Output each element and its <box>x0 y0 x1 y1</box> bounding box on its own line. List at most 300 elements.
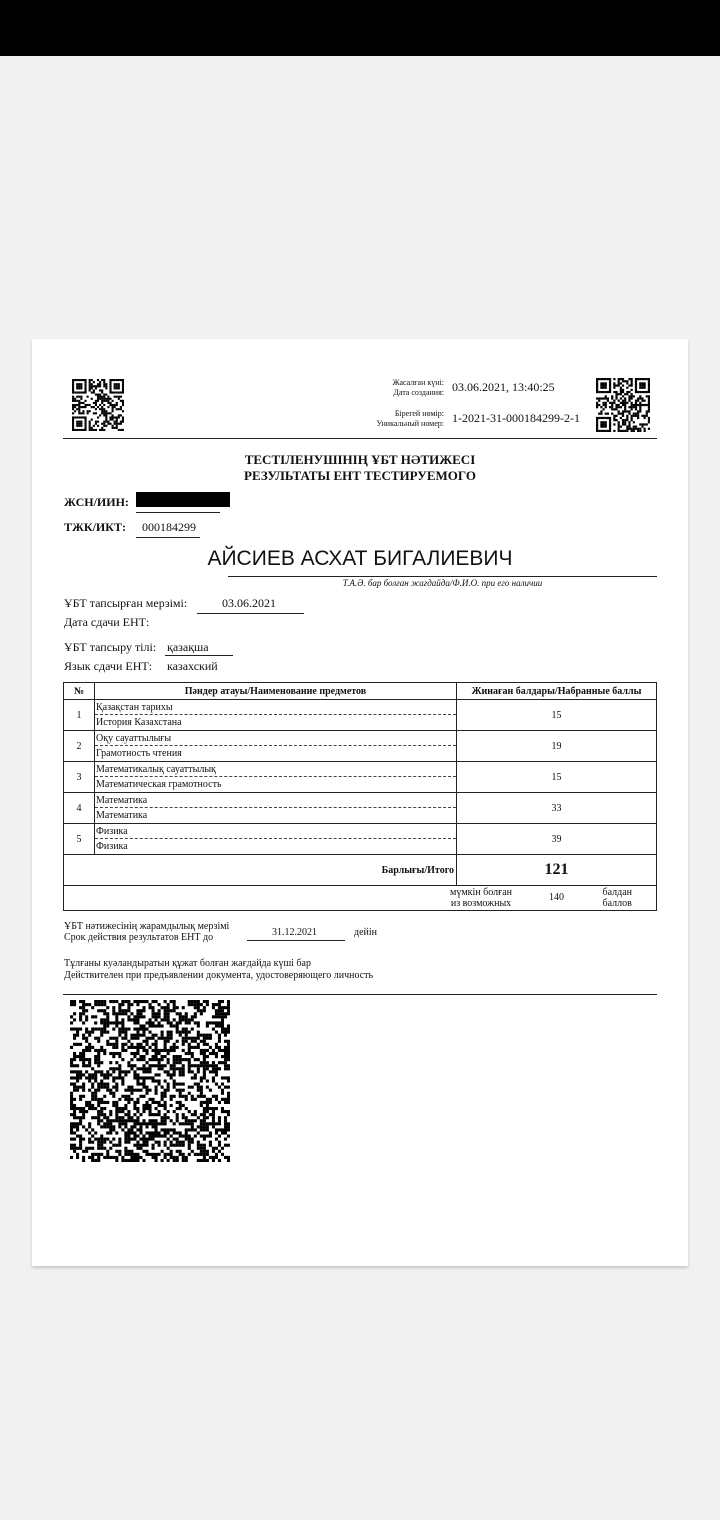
qr-module <box>91 406 93 408</box>
qr-module <box>112 379 114 381</box>
qr-module <box>628 391 630 393</box>
qr-module <box>200 1134 203 1137</box>
qr-module <box>206 1079 209 1082</box>
qr-module <box>167 1006 170 1009</box>
qr-module <box>109 412 111 414</box>
qr-module <box>618 413 620 415</box>
qr-module <box>161 1058 164 1061</box>
qr-module <box>596 430 598 432</box>
qr-module <box>100 1009 103 1012</box>
qr-module <box>648 384 650 386</box>
qr-module <box>148 1134 151 1137</box>
subject-cell <box>95 731 457 762</box>
qr-module <box>203 1009 206 1012</box>
exam-date-label-kz: ҰБТ тапсырған мерзімі: <box>64 596 188 610</box>
qr-module <box>173 1067 176 1070</box>
qr-module <box>74 410 76 412</box>
qr-module <box>631 406 633 408</box>
qr-module <box>133 1134 136 1137</box>
qr-module <box>203 1125 206 1128</box>
qr-module <box>91 385 93 387</box>
qr-module <box>145 1101 148 1104</box>
qr-module <box>200 1144 203 1147</box>
qr-module <box>176 1131 179 1134</box>
qr-module <box>639 423 641 425</box>
qr-module <box>191 1119 194 1122</box>
qr-module <box>76 1116 79 1119</box>
qr-module <box>88 1122 91 1125</box>
qr-module <box>218 1003 221 1006</box>
qr-module <box>80 402 82 404</box>
qr-module <box>107 423 109 425</box>
qr-module <box>103 1018 106 1021</box>
qr-module <box>158 1073 161 1076</box>
qr-module <box>97 1061 100 1064</box>
qr-module <box>624 423 626 425</box>
qr-module <box>170 1037 173 1040</box>
possible-value: 140 <box>549 892 564 903</box>
qr-module <box>76 383 78 385</box>
qr-module <box>73 1028 76 1031</box>
qr-module <box>602 417 604 419</box>
qr-module <box>635 426 637 428</box>
qr-module <box>607 397 609 399</box>
qr-module <box>626 419 628 421</box>
qr-module <box>203 1034 206 1037</box>
qr-module <box>142 1000 145 1003</box>
qr-module <box>130 1064 133 1067</box>
qr-module <box>76 1079 79 1082</box>
qr-module <box>203 1006 206 1009</box>
qr-module <box>648 378 650 380</box>
qr-module <box>188 1061 191 1064</box>
qr-module <box>115 1067 118 1070</box>
qr-module <box>164 1015 167 1018</box>
qr-module <box>82 1049 85 1052</box>
qr-module <box>73 1098 76 1101</box>
qr-module <box>227 1024 230 1027</box>
qr-module <box>93 381 95 383</box>
qr-module <box>648 400 650 402</box>
qr-module <box>79 1147 82 1150</box>
qr-module <box>644 387 646 389</box>
qr-module <box>76 379 78 381</box>
qr-module <box>78 400 80 402</box>
qr-module <box>635 408 637 410</box>
qr-module <box>103 1107 106 1110</box>
qr-module <box>609 389 611 391</box>
qr-module <box>197 1086 200 1089</box>
qr-module <box>121 1000 124 1003</box>
qr-module <box>133 1076 136 1079</box>
qr-module <box>158 1104 161 1107</box>
qr-module <box>200 1153 203 1156</box>
qr-module <box>91 1073 94 1076</box>
qr-module <box>605 382 607 384</box>
qr-module <box>136 1012 139 1015</box>
qr-module <box>124 1107 127 1110</box>
qr-module <box>118 1009 121 1012</box>
qr-module <box>82 1089 85 1092</box>
qr-module <box>136 1046 139 1049</box>
qr-module <box>155 1055 158 1058</box>
validity-note <box>64 958 373 982</box>
qr-module <box>73 1083 76 1086</box>
qr-module <box>94 1153 97 1156</box>
row-num: 5 <box>64 824 95 855</box>
qr-module <box>88 1003 91 1006</box>
iin-label: ЖСН/ИИН: <box>64 495 129 509</box>
qr-module <box>148 1153 151 1156</box>
qr-module <box>197 1147 200 1150</box>
qr-module <box>161 1024 164 1027</box>
qr-module <box>615 406 617 408</box>
qr-module <box>221 1128 224 1131</box>
qr-module <box>212 1150 215 1153</box>
qr-module <box>215 1073 218 1076</box>
qr-module <box>97 1058 100 1061</box>
qr-module <box>112 1138 115 1141</box>
qr-module <box>106 1122 109 1125</box>
qr-module <box>109 389 111 391</box>
qr-module <box>84 389 86 391</box>
qr-module <box>200 1089 203 1092</box>
qr-module <box>118 387 120 389</box>
qr-module <box>72 429 74 431</box>
qr-module <box>631 378 633 380</box>
qr-module <box>142 1031 145 1034</box>
qr-module <box>118 1122 121 1125</box>
qr-module <box>161 1116 164 1119</box>
qr-module <box>626 393 628 395</box>
qr-module <box>161 1092 164 1095</box>
qr-module <box>112 404 114 406</box>
qr-module <box>106 1076 109 1079</box>
qr-module <box>209 1134 212 1137</box>
qr-module <box>622 378 624 380</box>
qr-module <box>221 1049 224 1052</box>
qr-module <box>206 1037 209 1040</box>
qr-module <box>70 1125 73 1128</box>
qr-module <box>618 380 620 382</box>
qr-module <box>148 1058 151 1061</box>
qr-module <box>121 1070 124 1073</box>
qr-module <box>100 1125 103 1128</box>
qr-module <box>139 1076 142 1079</box>
qr-module <box>127 1153 130 1156</box>
qr-module <box>136 1052 139 1055</box>
qr-module <box>142 1150 145 1153</box>
qr-module <box>103 1024 106 1027</box>
qr-module <box>221 1092 224 1095</box>
qr-module <box>596 417 598 419</box>
qr-module <box>79 1018 82 1021</box>
qr-module <box>109 1000 112 1003</box>
qr-module <box>209 1122 212 1125</box>
qr-module <box>103 1113 106 1116</box>
qr-module <box>105 385 107 387</box>
qr-module <box>133 1052 136 1055</box>
qr-module <box>635 380 637 382</box>
qr-module <box>118 1153 121 1156</box>
qr-module <box>124 1012 127 1015</box>
qr-module <box>112 1101 115 1104</box>
qr-module <box>124 1159 127 1162</box>
qr-module <box>170 1000 173 1003</box>
qr-module <box>646 391 648 393</box>
qr-module <box>185 1116 188 1119</box>
qr-module <box>112 1067 115 1070</box>
qr-module <box>85 1031 88 1034</box>
qr-module <box>82 1113 85 1116</box>
qr-module <box>212 1003 215 1006</box>
qr-module <box>155 1128 158 1131</box>
qr-module <box>155 1156 158 1159</box>
qr-module <box>173 1159 176 1162</box>
qr-module <box>622 391 624 393</box>
qr-module <box>218 1134 221 1137</box>
qr-module <box>167 1037 170 1040</box>
qr-module <box>80 379 82 381</box>
qr-module <box>127 1119 130 1122</box>
qr-module <box>80 423 82 425</box>
qr-module <box>115 1021 118 1024</box>
qr-module <box>631 389 633 391</box>
footer-divider <box>63 994 657 995</box>
qr-module <box>203 1156 206 1159</box>
qr-module <box>633 430 635 432</box>
qr-module <box>112 1070 115 1073</box>
qr-module <box>224 1144 227 1147</box>
qr-module <box>212 1147 215 1150</box>
qr-module <box>109 398 111 400</box>
qr-module <box>158 1058 161 1061</box>
qr-module <box>161 1067 164 1070</box>
qr-module <box>142 1079 145 1082</box>
qr-module <box>112 1104 115 1107</box>
qr-module <box>79 1116 82 1119</box>
qr-module <box>103 400 105 402</box>
qr-module <box>106 1012 109 1015</box>
qr-module <box>191 1141 194 1144</box>
qr-module <box>215 1153 218 1156</box>
qr-module <box>116 408 118 410</box>
qr-module <box>185 1028 188 1031</box>
qr-module <box>73 1070 76 1073</box>
qr-module <box>122 379 124 381</box>
qr-module <box>103 379 105 381</box>
qr-module <box>206 1034 209 1037</box>
qr-module <box>97 1119 100 1122</box>
qr-module <box>152 1000 155 1003</box>
qr-module <box>122 400 124 402</box>
qr-module <box>124 1131 127 1134</box>
qr-module <box>88 1147 91 1150</box>
qr-module <box>145 1144 148 1147</box>
qr-module <box>100 1147 103 1150</box>
qr-module <box>176 1159 179 1162</box>
qr-module <box>596 404 598 406</box>
qr-module <box>115 1119 118 1122</box>
qr-module <box>122 389 124 391</box>
qr-module <box>182 1134 185 1137</box>
qr-module <box>114 396 116 398</box>
qr-module <box>203 1138 206 1141</box>
qr-module <box>106 1043 109 1046</box>
qr-module <box>124 1037 127 1040</box>
qr-module <box>88 1043 91 1046</box>
qr-module <box>188 1122 191 1125</box>
qr-module <box>176 1119 179 1122</box>
qr-module <box>633 404 635 406</box>
qr-module <box>139 1058 142 1061</box>
qr-module <box>88 1076 91 1079</box>
qr-module <box>145 1000 148 1003</box>
qr-module <box>609 423 611 425</box>
qr-module <box>224 1040 227 1043</box>
qr-module <box>209 1098 212 1101</box>
qr-module <box>101 412 103 414</box>
qr-module <box>185 1098 188 1101</box>
qr-module <box>644 391 646 393</box>
qr-module <box>158 1067 161 1070</box>
qr-module <box>615 419 617 421</box>
qr-module <box>188 1000 191 1003</box>
qr-module <box>118 408 120 410</box>
qr-module <box>179 1031 182 1034</box>
qr-module <box>120 408 122 410</box>
qr-module <box>173 1122 176 1125</box>
qr-module <box>127 1009 130 1012</box>
qr-module <box>82 1058 85 1061</box>
qr-module <box>622 430 624 432</box>
qr-module <box>200 1104 203 1107</box>
qr-module <box>136 1000 139 1003</box>
qr-module <box>130 1058 133 1061</box>
qr-module <box>173 1046 176 1049</box>
subject-kz: Оқу сауаттылығы <box>95 731 456 746</box>
qr-module <box>100 1079 103 1082</box>
qr-module <box>100 1003 103 1006</box>
qr-module <box>158 1037 161 1040</box>
qr-module <box>136 1147 139 1150</box>
qr-module <box>73 1000 76 1003</box>
qr-module <box>605 417 607 419</box>
qr-module <box>596 421 598 423</box>
qr-module <box>107 412 109 414</box>
qr-module <box>227 1040 230 1043</box>
qr-module <box>121 1018 124 1021</box>
qr-module <box>170 1034 173 1037</box>
qr-module <box>106 1089 109 1092</box>
qr-module <box>127 1113 130 1116</box>
qr-module <box>609 384 611 386</box>
qr-module <box>91 1095 94 1098</box>
qr-module <box>194 1021 197 1024</box>
qr-module <box>118 1107 121 1110</box>
qr-module <box>72 421 74 423</box>
qr-module <box>139 1012 142 1015</box>
qr-module <box>91 383 93 385</box>
qr-module <box>173 1144 176 1147</box>
qr-module <box>130 1052 133 1055</box>
unique-label-kz: Бірегей нөмір: <box>394 409 444 418</box>
qr-module <box>101 423 103 425</box>
qr-module <box>101 408 103 410</box>
qr-module <box>635 384 637 386</box>
qr-module <box>185 1037 188 1040</box>
qr-module <box>114 404 116 406</box>
qr-module <box>72 427 74 429</box>
qr-module <box>79 1052 82 1055</box>
qr-module <box>167 1061 170 1064</box>
qr-module <box>218 1150 221 1153</box>
qr-module <box>70 1101 73 1104</box>
qr-module <box>170 1064 173 1067</box>
qr-module <box>130 1159 133 1162</box>
qr-module <box>91 427 93 429</box>
qr-module <box>215 1138 218 1141</box>
qr-module <box>145 1070 148 1073</box>
possible-cell <box>64 886 657 911</box>
qr-module <box>155 1089 158 1092</box>
qr-module <box>164 1043 167 1046</box>
qr-module <box>100 1110 103 1113</box>
qr-module <box>121 1046 124 1049</box>
qr-module <box>91 1107 94 1110</box>
qr-module <box>85 1150 88 1153</box>
qr-module <box>106 1086 109 1089</box>
qr-module <box>118 398 120 400</box>
qr-module <box>112 427 114 429</box>
qr-module <box>188 1037 191 1040</box>
qr-module <box>103 1049 106 1052</box>
qr-module <box>112 391 114 393</box>
qr-module <box>194 1006 197 1009</box>
subject-kz: Қазақстан тарихы <box>95 700 456 715</box>
qr-module <box>112 1092 115 1095</box>
qr-module <box>176 1024 179 1027</box>
qr-module <box>203 1147 206 1150</box>
qr-module <box>100 1028 103 1031</box>
qr-module <box>624 408 626 410</box>
qr-module <box>176 1067 179 1070</box>
qr-module <box>602 378 604 380</box>
qr-module <box>188 1070 191 1073</box>
qr-module <box>624 380 626 382</box>
qr-module <box>103 1138 106 1141</box>
total-row <box>64 855 657 886</box>
qr-module <box>200 1061 203 1064</box>
subject-kz: Физика <box>95 824 456 839</box>
qr-module <box>85 1037 88 1040</box>
qr-module <box>609 402 611 404</box>
qr-module <box>70 1058 73 1061</box>
qr-module <box>145 1049 148 1052</box>
qr-module <box>179 1122 182 1125</box>
qr-module <box>182 1049 185 1052</box>
qr-module <box>127 1015 130 1018</box>
qr-module <box>602 423 604 425</box>
qr-module <box>622 380 624 382</box>
qr-module <box>122 421 124 423</box>
qr-module <box>78 421 80 423</box>
qr-module <box>155 1000 158 1003</box>
qr-module <box>139 1034 142 1037</box>
qr-module <box>88 1104 91 1107</box>
qr-module <box>100 1144 103 1147</box>
qr-module <box>613 419 615 421</box>
